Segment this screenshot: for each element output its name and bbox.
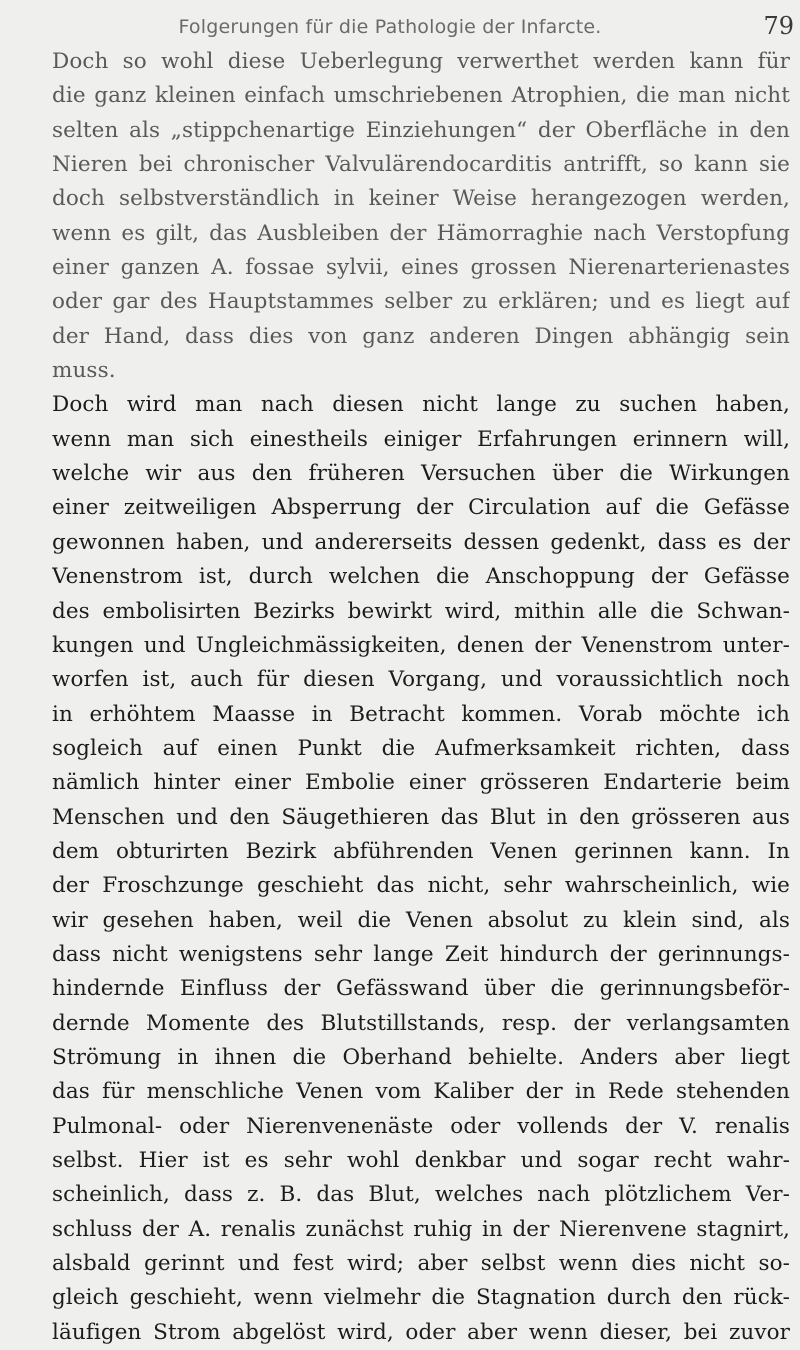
text-line: einer ganzen A. fossae sylvii, eines grossen Nierenarterienastes <box>52 255 790 281</box>
text-line: schluss der A. renalis zunächst ruhig in der Nierenvene stagnirt, <box>52 1216 790 1242</box>
text-line: gleich geschieht, wenn vielmehr die Stagnation durch den rück- <box>52 1285 790 1311</box>
text-line: wenn man sich einestheils einiger Erfahrungen erinnern will, <box>52 426 790 452</box>
text-line: Menschen und den Säugethieren das Blut in den grösseren aus <box>52 804 790 830</box>
text-line: Strömung in ihnen die Oberhand behielte. Anders aber liegt <box>52 1044 790 1070</box>
text-line: alsbald gerinnt und fest wird; aber selbst wenn dies nicht so- <box>52 1251 790 1277</box>
text-line: das für menschliche Venen vom Kaliber der in Rede stehenden <box>52 1079 790 1105</box>
text-line: wenn es gilt, das Ausbleiben der Hämorraghie nach Verstopfung <box>52 220 790 246</box>
text-line: dass nicht wenigstens sehr lange Zeit hindurch der gerinnungs- <box>52 941 790 967</box>
text-line: wir gesehen haben, weil die Venen absolut zu klein sind, als <box>52 907 790 933</box>
text-line: läufigen Strom abgelöst wird, oder aber wenn dieser, bei zuvor <box>52 1319 790 1345</box>
text-line: worfen ist, auch für diesen Vorgang, und voraussichtlich noch <box>52 667 790 693</box>
body-text <box>52 45 790 1350</box>
text-line: die ganz kleinen einfach umschriebenen Atrophien, die man nicht <box>52 83 790 109</box>
text-line: nämlich hinter einer Embolie einer grösseren Endarterie beim <box>52 770 790 796</box>
text-line: Venenstrom ist, durch welchen die Anschoppung der Gefässe <box>52 564 790 590</box>
text-line: oder gar des Hauptstammes selber zu erklären; und es liegt auf <box>52 289 790 315</box>
text-line: gewonnen haben, und andererseits dessen gedenkt, dass es der <box>52 529 790 555</box>
text-line: des embolisirten Bezirks bewirkt wird, mithin alle die Schwan- <box>52 598 790 624</box>
text-line: selten als „stippchenartige Einziehungen“ der Oberfläche in den <box>52 117 790 143</box>
text-line: dernde Momente des Blutstillstands, resp. der verlangsamten <box>52 1010 790 1036</box>
running-header <box>40 10 800 44</box>
text-line: hindernde Einfluss der Gefässwand über die gerinnungsbeför- <box>52 976 790 1002</box>
text-line: Doch wird man nach diesen nicht lange zu suchen haben, <box>52 392 790 418</box>
text-line: Nieren bei chronischer Valvulärendocarditis antrifft, so kann sie <box>52 152 790 178</box>
text-line: kungen und Ungleichmässigkeiten, denen der Venenstrom unter- <box>52 632 790 658</box>
text-line: der Froschzunge geschieht das nicht, sehr wahrscheinlich, wie <box>52 873 790 899</box>
running-header-title: Folgerungen für die Pathologie der Infarcte. <box>178 16 602 38</box>
page-number: 79 <box>763 12 794 40</box>
text-line: Pulmonal- oder Nierenvenenäste oder vollends der V. renalis <box>52 1113 790 1139</box>
text-line: dem obturirten Bezirk abführenden Venen gerinnen kann. In <box>52 838 790 864</box>
text-line: muss. <box>52 358 116 384</box>
text-line: einer zeitweiligen Absperrung der Circulation auf die Gefässe <box>52 495 790 521</box>
text-line: selbst. Hier ist es sehr wohl denkbar und sogar recht wahr- <box>52 1148 790 1173</box>
text-line: scheinlich, dass z. B. das Blut, welches nach plötzlichem Ver- <box>52 1182 790 1208</box>
text-line: in erhöhtem Maasse in Betracht kommen. Vorab möchte ich <box>52 701 790 727</box>
text-line: sogleich auf einen Punkt die Aufmerksamkeit richten, dass <box>52 735 790 761</box>
text-line: doch selbstverständlich in keiner Weise herangezogen werden, <box>52 186 790 212</box>
text-line: der Hand, dass dies von ganz anderen Dingen abhängig sein <box>52 323 790 349</box>
text-line: Doch so wohl diese Ueberlegung verwerthet werden kann für <box>52 49 790 74</box>
text-line: welche wir aus den früheren Versuchen über die Wirkungen <box>52 461 790 487</box>
